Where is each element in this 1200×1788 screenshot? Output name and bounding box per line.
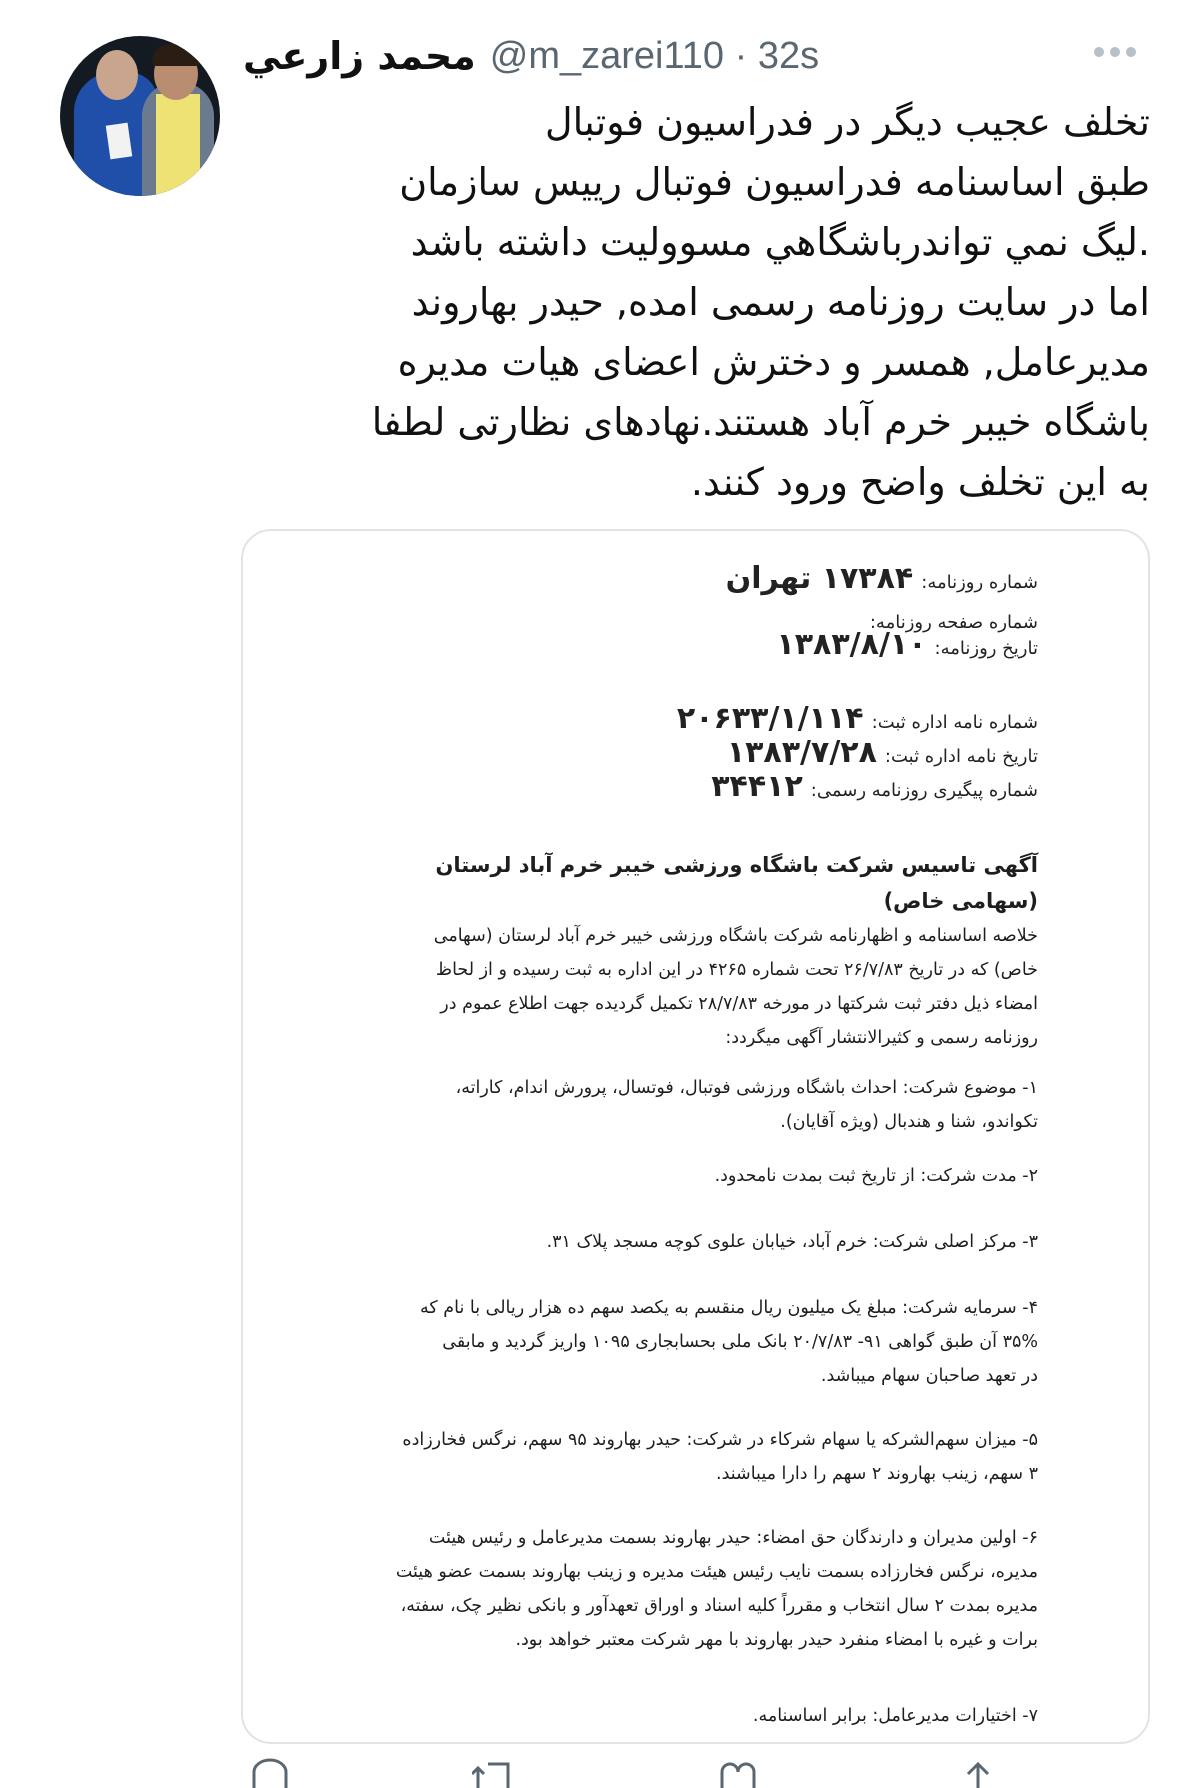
para-line: امضاء ذیل دفتر ثبت شرکتها در مورخه ۲۸/۷/۸۳ تکمیل گردیده جهت اطلاع عموم در	[440, 994, 1038, 1014]
avatar-shirt	[156, 94, 200, 194]
para-line: برات و غیره با امضاء منفرد حیدر بهاروند با مهر شرکت معتبر خواهد بود.	[515, 1630, 1038, 1650]
tweet-line: .لیگ نمي تواندرباشگاهي مسووليت داشته باشد	[410, 220, 1150, 264]
item-5	[318, 1423, 1038, 1491]
meta-label: شماره نامه اداره ثبت:	[871, 712, 1038, 733]
para-line: ۷- اختیارات مدیرعامل: برابر اساسنامه.	[752, 1706, 1038, 1726]
para-line: مدیره، نرگس فخارزاده بسمت نایب رئیس هیئت مدیره و زینب بهاروند بسمت عضو هیئت	[395, 1562, 1038, 1582]
reply-icon	[248, 1758, 292, 1788]
tweet-line: به این تخلف واضح ورود کنند.	[690, 460, 1150, 504]
meta-label: شماره روزنامه:	[921, 572, 1038, 593]
meta-value: ۲۰۶۳۳/۱/۱۱۴	[676, 701, 864, 736]
meta-label: تاریخ نامه اداره ثبت:	[884, 746, 1038, 767]
item-2	[318, 1159, 1038, 1193]
meta-label: شماره صفحه روزنامه:	[869, 612, 1038, 633]
tweet-text	[230, 92, 1150, 512]
tweet-actions	[240, 1758, 1000, 1778]
avatar-hair	[152, 44, 200, 66]
para-line: ۶- اولین مدیران و دارندگان حق امضاء: حیدر بهاروند بسمت مدیرعامل و رئیس هیئت	[428, 1528, 1038, 1548]
item-4	[318, 1291, 1038, 1393]
meta-newspaper-number	[726, 561, 1038, 596]
para-line: ۲- مدت شرکت: از تاریخ ثبت بمدت نامحدود.	[714, 1166, 1038, 1186]
tweet-line: تخلف عجیب دیگر در فدراسیون فوتبال	[544, 100, 1150, 144]
heart-icon	[716, 1758, 760, 1788]
meta-value: ۱۳۸۳/۷/۲۸	[726, 735, 877, 770]
para-line: خاص) که در تاریخ ۲۶/۷/۸۳ تحت شماره ۴۲۶۵ در این اداره به ثبت رسیده و از لحاظ	[435, 960, 1038, 980]
meta-newspaper-date	[776, 627, 1038, 662]
para-line: در تعهد صاحبان سهام میباشد.	[820, 1366, 1038, 1386]
para-line: ۱- موضوع شرکت: احداث باشگاه ورزشی فوتبال، فوتسال، پرورش اندام، کاراته،	[455, 1078, 1038, 1098]
meta-label: شماره پیگیری روزنامه رسمی:	[810, 780, 1038, 801]
title-line: (سهامی خاص)	[883, 889, 1038, 913]
para-line: ۵- میزان سهم‌الشرکه یا سهام شرکاء در شرکت: حیدر بهاروند ۹۵ سهم، نرگس فخارزاده	[402, 1430, 1038, 1450]
avatar-face-left	[96, 50, 138, 100]
para-line: ۴- سرمایه شرکت: مبلغ یک میلیون ریال منقسم به یکصد سهم ده هزار ریالی با نام که	[420, 1298, 1038, 1318]
timestamp[interactable]: 32s	[757, 34, 820, 77]
meta-registry-letter-date	[727, 735, 1038, 770]
like-button[interactable]	[716, 1758, 760, 1788]
para-line: ۳ سهم، زینب بهاروند ۲ سهم را دارا میباشند.	[716, 1464, 1038, 1484]
share-button[interactable]	[956, 1758, 1000, 1788]
para-line: ۳- مرکز اصلی شرکت: خرم آباد، خیابان علوی کوچه مسجد پلاک ۳۱.	[546, 1232, 1038, 1252]
share-icon	[956, 1758, 1000, 1788]
retweet-icon	[472, 1758, 516, 1788]
attached-image-card[interactable]	[241, 529, 1150, 1744]
para-line: ۳۵% آن طبق گواهی ۹۱- ۲۰/۷/۸۳ بانک ملی بحسابجاری ۱۰۹۵ واریز گردید و مابقی	[442, 1332, 1038, 1352]
meta-value: ۱۷۳۸۴ تهران	[725, 561, 914, 596]
avatar-badge	[106, 123, 133, 160]
author-name[interactable]: محمد زارعي	[243, 34, 476, 78]
intro-paragraph	[318, 919, 1038, 1055]
meta-tracking-number	[711, 769, 1038, 804]
separator: ·	[734, 34, 748, 77]
tweet-line: مدیرعامل, همسر و دخترش اعضای هیات مدیره	[397, 340, 1150, 384]
handle-text: @m_zarei110	[489, 34, 725, 77]
item-3	[318, 1225, 1038, 1259]
avatar[interactable]	[60, 36, 220, 196]
title-line: آگهی تاسیس شرکت باشگاه ورزشی خیبر خرم آباد لرستان	[435, 853, 1038, 877]
item-1	[318, 1071, 1038, 1139]
item-6	[318, 1521, 1038, 1657]
tweet-header	[243, 28, 819, 84]
meta-value: ۱۳۸۳/۸/۱۰	[776, 627, 927, 662]
para-line: تکواندو، شنا و هندبال (ویژه آقایان).	[780, 1112, 1038, 1132]
more-horizontal-icon[interactable]	[1094, 47, 1136, 57]
author-handle[interactable]	[490, 35, 819, 78]
para-line: خلاصه اساسنامه و اظهارنامه شرکت باشگاه ورزشی خیبر خرم آباد لرستان (سهامی	[433, 926, 1038, 946]
reply-button[interactable]	[248, 1758, 292, 1788]
meta-registry-letter-number	[677, 701, 1038, 736]
meta-value: ۳۴۴۱۲	[711, 769, 803, 804]
para-line: مدیره بمدت ۲ سال انتخاب و مقرراً کلیه اسناد و اوراق تعهدآور و بانکی نظیر چک، سفته،	[400, 1596, 1038, 1616]
tweet-line: اما در سایت روزنامه رسمی امده, حیدر بهاروند	[411, 280, 1150, 324]
retweet-button[interactable]	[472, 1758, 516, 1788]
announcement-title	[435, 847, 1038, 919]
item-7	[318, 1699, 1038, 1733]
tweet-line: باشگاه خیبر خرم آباد هستند.نهادهای نظارتی لطفا	[371, 400, 1150, 444]
meta-label: تاریخ روزنامه:	[934, 638, 1038, 659]
para-line: روزنامه رسمی و کثیرالانتشار آگهی میگردد:	[725, 1028, 1038, 1048]
tweet-line: طبق اساسنامه فدراسیون فوتبال رییس سازمان	[399, 160, 1150, 204]
